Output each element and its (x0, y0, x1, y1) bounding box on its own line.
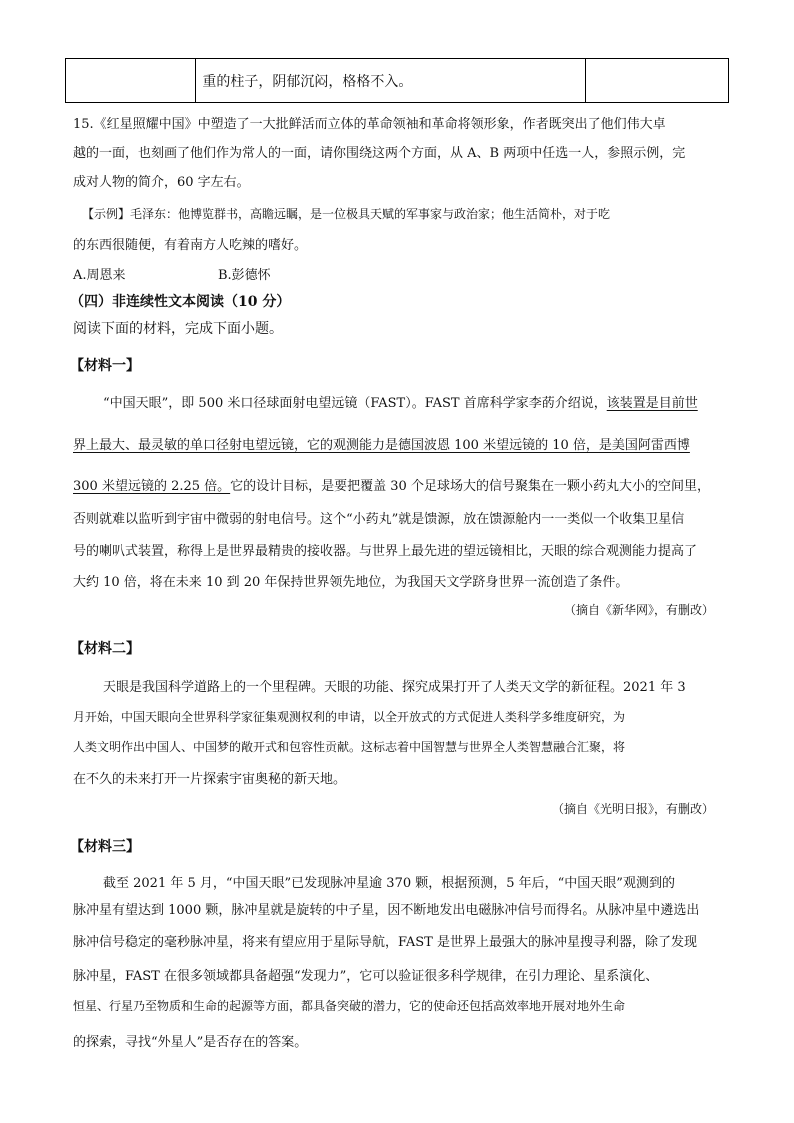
material-3-line-4: 脉冲星，FAST 在很多领域都具备超强“发现力”，它可以验证很多科学规律，在引力理论、星系演化、 (73, 969, 659, 984)
material-2-heading: 【材料二】 (70, 641, 140, 657)
material-1-heading: 【材料一】 (70, 358, 140, 374)
material-2-source: （摘自《光明日报》，有删改） (551, 802, 714, 816)
option-b: B.彭德怀 (218, 268, 271, 283)
material-3-line-6: 的探索，寻找“外星人”是否存在的答案。 (73, 1035, 308, 1050)
material-3-line-2: 脉冲星有望达到 1000 颗，脉冲星就是旋转的中子星，因不断地发出电磁脉冲信号而得名。从脉冲星中遴选出 (73, 903, 700, 918)
material-2-line-3: 人类文明作出中国人、中国梦的敞开式和包容性贡献。这标志着中国智慧与世界全人类智慧融合汇聚，将 (73, 740, 626, 754)
material-1-line-4: 否则就难以监听到宇宙中微弱的射电信号。这个“小药丸”就是馈源，放在馈源舱内一一类似一个收集卫星信 (73, 512, 685, 527)
q15-line-2: 越的一面，也刻画了他们作为常人的一面，请你围绕这两个方面，从 A、B 两项中任选一人，参照示例，完 (73, 146, 686, 161)
material-1-source: （摘自《新华网》，有删改） (563, 603, 714, 617)
section-title: （四）非连续性文本阅读（10 分） (70, 294, 291, 310)
material-1-line-5: 号的喇叭式装置，称得上是世界最精贵的接收器。与世界上最先进的望远镜相比，天眼的综合观测能力提高了 (73, 544, 698, 559)
q15-example-line-2: 的东西很随便，有着南方人吃辣的嗜好。 (73, 238, 308, 253)
material-3-line-3: 脉冲信号稳定的毫秒脉冲星，将来有望应用于星际导航，FAST 是世界上最强大的脉冲星搜寻利器，除了发现 (73, 935, 697, 950)
table-cell-middle: 重的柱子，阴郁沉闷，格格不入。 (196, 59, 585, 103)
material-3-line-5: 恒星、行星乃至物质和生命的起源等方面，都具备突破的潜力，它的使命还包括高效率地开展对地外生命 (73, 999, 626, 1013)
material-2-line-1: 天眼是我国科学道路上的一个里程碑。天眼的功能、探究成果打开了人类天文学的新征程。2021 年 3 (103, 680, 686, 695)
material-1-line-1: “中国天眼”，即 500 米口径球面射电望远镜（FAST）。FAST 首席科学家李菂介绍说，该装置是目前世 (103, 396, 698, 411)
material-2-line-2: 月开始，中国天眼向全世界科学家征集观测权利的申请，以全开放式的方式促进人类科学多维度研究，为 (73, 710, 626, 724)
material-1-line-3: 300 米望远镜的 2.25 倍。它的设计目标，是要把覆盖 30 个足球场大的信号聚集在一颗小药丸大小的空间里， (73, 479, 710, 494)
table-cell-right (585, 59, 728, 103)
option-a: A.周恩来 (73, 268, 126, 283)
answer-table-row (65, 58, 729, 103)
q15-line-1: 15.《红星照耀中国》中塑造了一大批鲜活而立体的革命领袖和革命将领形象，作者既突出了他们伟大卓 (73, 117, 666, 132)
q15-example-line-1: 【示例】毛泽东：他博览群书，高瞻远瞩，是一位极具天赋的军事家与政治家；他生活简朴，对于吃 (82, 207, 611, 221)
table-cell-left (66, 59, 196, 103)
material-1-line-6: 大约 10 倍，将在未来 10 到 20 年保持世界领先地位，为我国天文学跻身世界一流创造了条件。 (73, 575, 629, 590)
material-3-heading: 【材料三】 (70, 839, 140, 855)
material-1-line-2: 界上最大、最灵敏的单口径射电望远镜，它的观测能力是德国波恩 100 米望远镜的 10 倍，是美国阿雷西博 (73, 438, 690, 453)
material-3-line-1: 截至 2021 年 5 月，“中国天眼”已发现脉冲星逾 370 颗，根据预测，5 年后，“中国天眼”观测到的 (103, 876, 675, 891)
q15-line-3: 成对人物的简介，60 字左右。 (73, 175, 250, 190)
material-2-line-4: 在不久的未来打开一片探索宇宙奥秘的新天地。 (73, 772, 347, 787)
section-instruction: 阅读下面的材料，完成下面小题。 (73, 321, 283, 337)
